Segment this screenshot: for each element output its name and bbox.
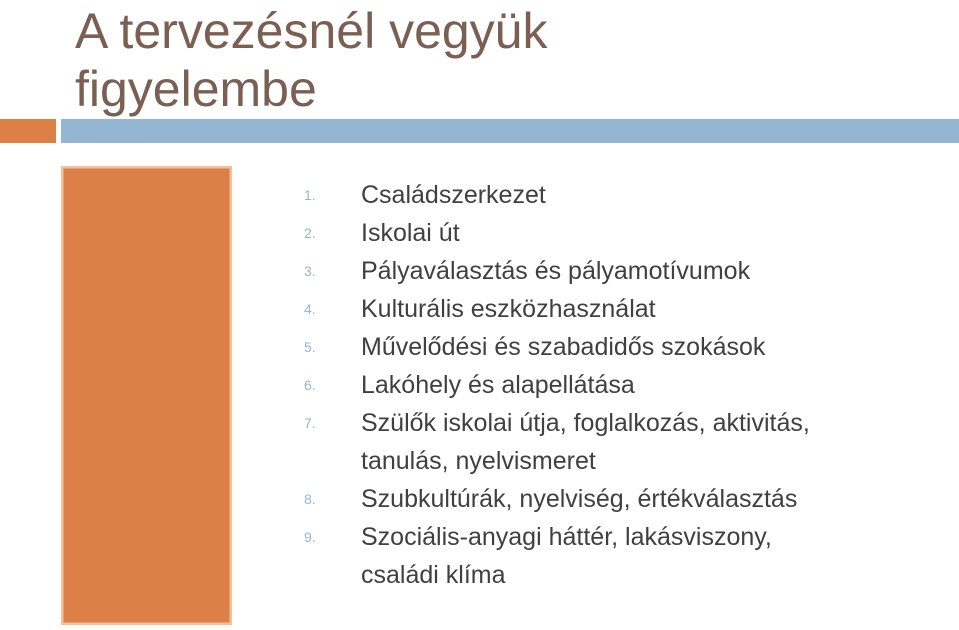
title-divider-orange xyxy=(0,119,56,143)
list-item-number: 5. xyxy=(304,339,316,355)
list-item-number: 2. xyxy=(304,225,316,241)
slide-title-line-1: A tervezésnél vegyük xyxy=(75,3,548,59)
list-item-text: Szubkultúrák, nyelviség, értékválasztás xyxy=(361,485,798,513)
list-item-number: 1. xyxy=(304,187,316,203)
slide-title xyxy=(75,2,548,118)
list-item-text: Kulturális eszközhasználat xyxy=(361,295,656,323)
list-item xyxy=(304,480,944,518)
list-item-text xyxy=(361,518,772,594)
list-item xyxy=(304,214,944,252)
list-item-text: Iskolai út xyxy=(361,219,460,247)
list-item-number: 7. xyxy=(304,415,316,431)
decorative-side-panel xyxy=(61,166,232,625)
list-item xyxy=(304,252,944,290)
list-item-text: Művelődési és szabadidős szokások xyxy=(361,333,766,361)
slide-title-line-2: figyelembe xyxy=(75,61,317,117)
list-item-text: Családszerkezet xyxy=(361,181,546,209)
list-item-number: 3. xyxy=(304,263,316,279)
list-item xyxy=(304,366,944,404)
factor-list xyxy=(304,176,944,594)
list-item xyxy=(304,176,944,214)
list-item-text-line-2: családi klíma xyxy=(361,561,506,589)
list-item xyxy=(304,290,944,328)
list-item-number: 8. xyxy=(304,491,316,507)
list-item-text: Lakóhely és alapellátása xyxy=(361,371,635,399)
title-divider-blue xyxy=(61,119,959,143)
list-item xyxy=(304,404,944,480)
list-item-number: 4. xyxy=(304,301,316,317)
list-item-text-line-1: Szociális-anyagi háttér, lakásviszony, xyxy=(361,523,772,551)
list-item-text: Pályaválasztás és pályamotívumok xyxy=(361,257,751,285)
list-item-text-line-2: tanulás, nyelvismeret xyxy=(361,447,596,475)
list-item-number: 6. xyxy=(304,377,316,393)
list-item-text-line-1: Szülők iskolai útja, foglalkozás, aktivitás, xyxy=(361,409,810,437)
list-item-text xyxy=(361,404,810,480)
list-item-number: 9. xyxy=(304,529,316,545)
list-item xyxy=(304,328,944,366)
list-item xyxy=(304,518,944,594)
